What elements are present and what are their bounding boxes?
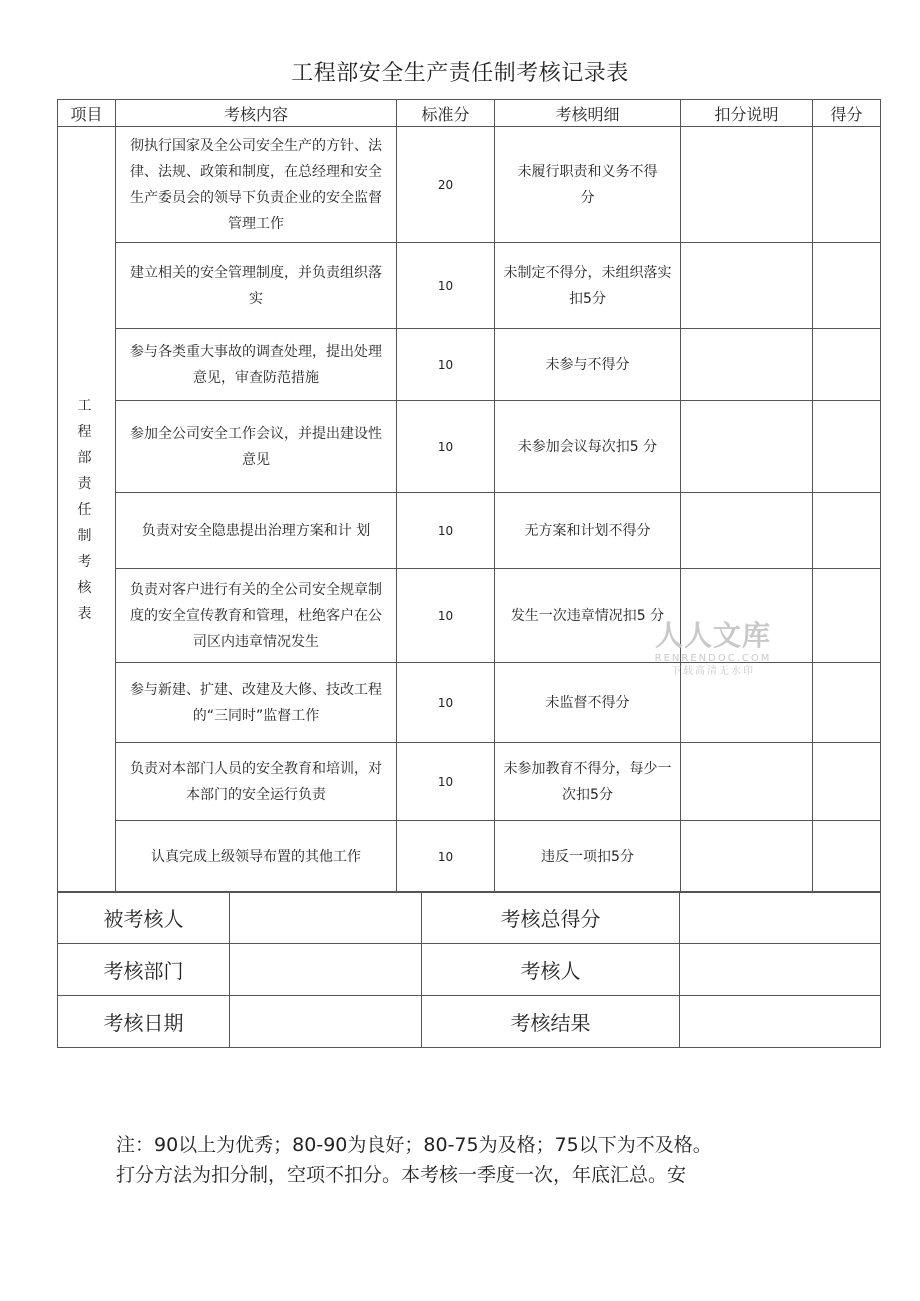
detail-cell: 无方案和计划不得分 xyxy=(495,493,681,569)
table-row xyxy=(58,743,881,821)
deduct-cell[interactable] xyxy=(681,243,813,329)
content-cell: 认真完成上级领导布置的其他工作 xyxy=(116,821,397,893)
content-cell: 参加全公司安全工作会议，并提出建设性意见 xyxy=(116,401,397,493)
standard-score-cell: 20 xyxy=(397,127,495,243)
content-cell: 参与新建、扩建、改建及大修、技改工程的“三同时”监督工作 xyxy=(116,663,397,743)
assessee-value[interactable] xyxy=(230,892,422,944)
score-cell[interactable] xyxy=(813,243,881,329)
item-label-line: 考 核 xyxy=(77,553,106,596)
deduct-cell[interactable] xyxy=(681,821,813,893)
detail-cell: 未参与不得分 xyxy=(495,329,681,401)
date-value[interactable] xyxy=(230,996,422,1048)
score-cell[interactable] xyxy=(813,401,881,493)
item-label-line: 部 责 xyxy=(77,449,106,492)
table-row xyxy=(58,493,881,569)
page-title: 工程部安全生产责任制考核记录表 xyxy=(291,61,629,86)
content-cell: 参与各类重大事故的调查处理，提出处理意见，审查防范措施 xyxy=(116,329,397,401)
table-row xyxy=(58,243,881,329)
detail-cell: 未参加会议每次扣5 分 xyxy=(495,401,681,493)
item-label xyxy=(58,127,116,893)
summary-row xyxy=(58,892,881,944)
standard-score-cell: 10 xyxy=(397,401,495,493)
watermark-tagline: 下载高清无水印 xyxy=(671,666,755,677)
content-cell: 建立相关的安全管理制度，并负责组织落实 xyxy=(116,243,397,329)
note-line-2: 打分方法为扣分制，空项不扣分。本考核一季度一次，年底汇总。安 xyxy=(116,1164,687,1186)
watermark-domain: RENRENDOC.COM xyxy=(654,653,772,664)
header-standard: 标准分 xyxy=(397,100,495,127)
standard-score-cell: 10 xyxy=(397,243,495,329)
score-cell[interactable] xyxy=(813,821,881,893)
detail-cell: 未监督不得分 xyxy=(495,663,681,743)
table-header-row xyxy=(58,100,881,127)
standard-score-cell: 10 xyxy=(397,743,495,821)
content-cell: 负责对本部门人员的安全教育和培训，对本部门的安全运行负责 xyxy=(116,743,397,821)
item-label-line: 表 xyxy=(77,605,106,622)
content-cell: 彻执行国家及全公司安全生产的方针、法律、法规、政策和制度，在总经理和安全生产委员会的领导下负责企业的安全监督管理工作 xyxy=(116,127,397,243)
table-row xyxy=(58,329,881,401)
table-row xyxy=(58,127,881,243)
detail-cell: 发生一次违章情况扣5 分 xyxy=(495,569,681,663)
deduct-cell[interactable] xyxy=(681,401,813,493)
result-value[interactable] xyxy=(680,996,881,1048)
detail-cell: 未制定不得分，未组织落实扣5分 xyxy=(495,243,681,329)
standard-score-cell: 10 xyxy=(397,329,495,401)
deduct-cell[interactable] xyxy=(681,743,813,821)
deduct-cell[interactable] xyxy=(681,127,813,243)
watermark-brand: 人人文库 xyxy=(654,619,771,652)
header-content: 考核内容 xyxy=(116,100,397,127)
deduct-cell[interactable] xyxy=(681,329,813,401)
content-cell: 负责对安全隐患提出治理方案和计 划 xyxy=(116,493,397,569)
standard-score-cell: 10 xyxy=(397,821,495,893)
watermark xyxy=(648,620,778,678)
note-line-1: 注：90以上为优秀；80-90为良好；80-75为及格；75以下为不及格。 xyxy=(116,1134,712,1156)
score-cell[interactable] xyxy=(813,569,881,663)
header-item: 项目 xyxy=(58,100,116,127)
assessor-label: 考核人 xyxy=(422,944,680,996)
result-label: 考核结果 xyxy=(422,996,680,1048)
header-detail: 考核明细 xyxy=(495,100,681,127)
department-value[interactable] xyxy=(230,944,422,996)
note xyxy=(116,1130,836,1190)
detail-cell: 未履行职责和义务不得分 xyxy=(495,127,681,243)
table-row xyxy=(58,821,881,893)
standard-score-cell: 10 xyxy=(397,663,495,743)
deduct-cell[interactable] xyxy=(681,493,813,569)
total-score-label: 考核总得分 xyxy=(422,892,680,944)
assessor-value[interactable] xyxy=(680,944,881,996)
table-row xyxy=(58,401,881,493)
score-cell[interactable] xyxy=(813,493,881,569)
score-cell[interactable] xyxy=(813,329,881,401)
content-cell: 负责对客户进行有关的全公司安全规章制度的安全宣传教育和管理，杜绝客户在公司区内违章情况发生 xyxy=(116,569,397,663)
summary-row xyxy=(58,996,881,1048)
date-label: 考核日期 xyxy=(58,996,230,1048)
assessee-label: 被考核人 xyxy=(58,892,230,944)
detail-cell: 违反一项扣5分 xyxy=(495,821,681,893)
score-cell[interactable] xyxy=(813,127,881,243)
standard-score-cell: 10 xyxy=(397,569,495,663)
detail-cell: 未参加教育不得分，每少一次扣5分 xyxy=(495,743,681,821)
item-label-line: 工 程 xyxy=(77,397,106,440)
summary-row xyxy=(58,944,881,996)
summary-table xyxy=(57,891,881,1048)
header-score: 得分 xyxy=(813,100,881,127)
item-label-line: 任 制 xyxy=(77,501,106,544)
total-score-value[interactable] xyxy=(680,892,881,944)
department-label: 考核部门 xyxy=(58,944,230,996)
assessment-table xyxy=(57,99,881,893)
score-cell[interactable] xyxy=(813,663,881,743)
standard-score-cell: 10 xyxy=(397,493,495,569)
header-deduct: 扣分说明 xyxy=(681,100,813,127)
score-cell[interactable] xyxy=(813,743,881,821)
